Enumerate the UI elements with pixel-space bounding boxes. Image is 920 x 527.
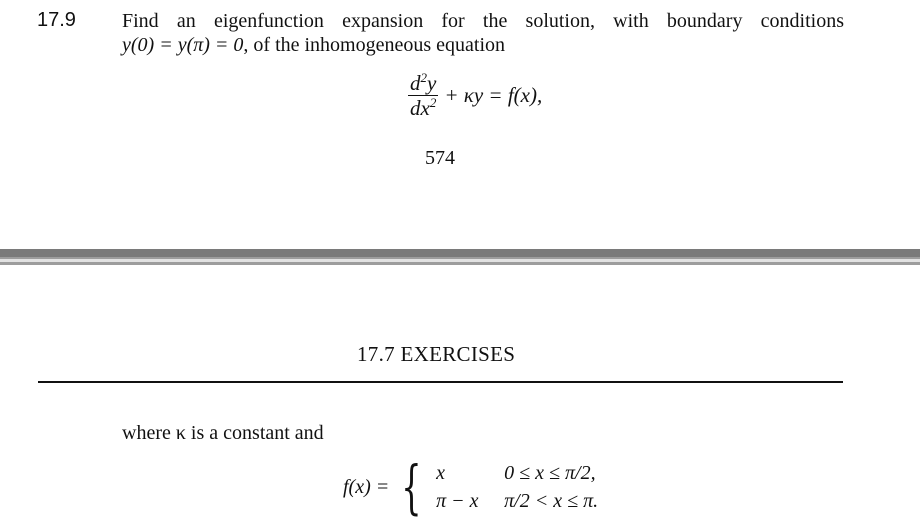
exercise-text <box>122 9 844 57</box>
left-brace: { <box>401 453 422 521</box>
piecewise-lhs: f(x) = <box>343 475 390 498</box>
case-condition: π/2 < x ≤ π. <box>504 490 599 512</box>
derivative-fraction <box>408 72 438 119</box>
case-expression: x <box>436 462 446 484</box>
word: expansion <box>342 10 424 32</box>
numerator-exponent: 2 <box>420 70 427 85</box>
word: the <box>482 10 508 32</box>
word: solution, <box>525 10 595 32</box>
where-text: where κ is a constant and <box>122 422 324 444</box>
line-2-rest: , of the inhomogeneous equation <box>243 34 506 56</box>
denominator-dx: dx <box>410 96 430 120</box>
denominator-exponent: 2 <box>429 95 437 110</box>
page-number: 574 <box>425 147 455 169</box>
word: an <box>176 10 196 32</box>
exercise-line-2 <box>122 33 844 57</box>
exercise-line-1 <box>122 9 844 33</box>
piecewise-definition <box>343 453 599 521</box>
fraction-numerator <box>408 72 438 96</box>
exercise-number: 17.9 <box>37 9 76 31</box>
word: conditions <box>760 10 844 32</box>
word: eigenfunction <box>213 10 324 32</box>
numerator-var: y <box>427 71 437 95</box>
boundary-condition: y(0) = y(π) = 0 <box>122 34 244 56</box>
equation-rest: + κy = f(x), <box>444 83 543 107</box>
case-condition: 0 ≤ x ≤ π/2, <box>504 462 596 484</box>
heading-rule <box>38 381 843 383</box>
word: boundary <box>666 10 743 32</box>
numerator-d: d <box>410 71 421 95</box>
section-heading: 17.7 EXERCISES <box>357 342 516 366</box>
word: with <box>613 10 649 32</box>
differential-equation <box>408 72 542 119</box>
page-divider <box>0 249 920 265</box>
word: for <box>441 10 465 32</box>
word: Find <box>122 10 159 32</box>
piecewise-cases <box>436 460 598 514</box>
case-expression: π − x <box>436 490 479 512</box>
fraction-denominator <box>410 96 436 119</box>
